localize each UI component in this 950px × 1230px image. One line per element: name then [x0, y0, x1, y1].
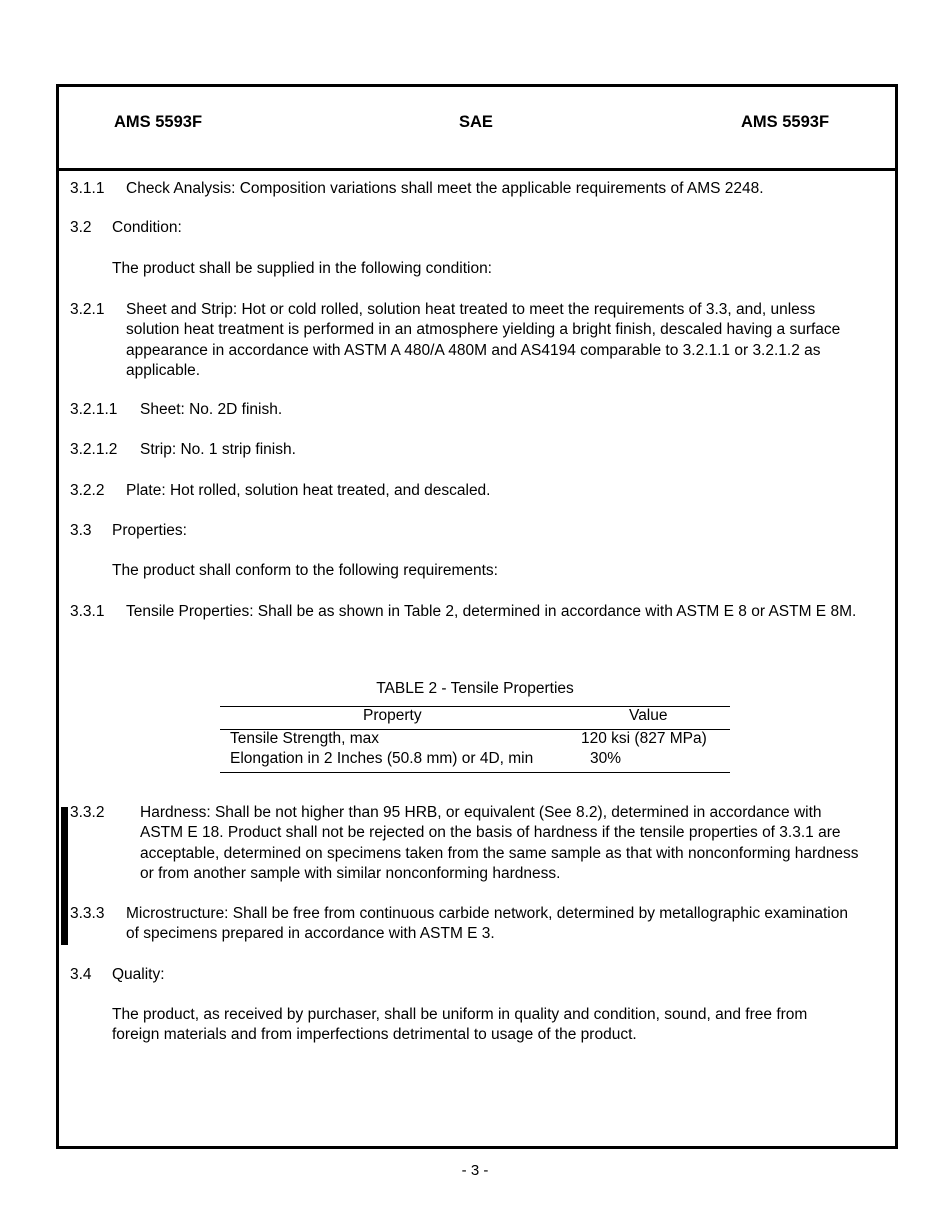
- table-caption: TABLE 2 - Tensile Properties: [376, 680, 574, 697]
- section-text: Sheet: No. 2D finish.: [140, 401, 283, 418]
- section-number: 3.2.1.1: [70, 401, 118, 418]
- section-number: 3.3.3: [70, 905, 105, 922]
- header-org: SAE: [459, 113, 493, 131]
- section-number: 3.2.1: [70, 301, 105, 318]
- table-cell-property: Tensile Strength, max: [230, 730, 380, 747]
- page-number: - 3 -: [461, 1162, 489, 1179]
- section-number: 3.2: [70, 219, 92, 236]
- document-header: [59, 87, 895, 171]
- revision-change-bar: [61, 807, 68, 945]
- table-cell-value: 120 ksi (827 MPa): [581, 730, 707, 747]
- section-number: 3.2.2: [70, 482, 105, 499]
- header-doc-id-right: AMS 5593F: [741, 113, 830, 131]
- table-header-value: Value: [629, 707, 668, 724]
- table-bottom-rule: [220, 772, 730, 773]
- section-title: Quality:: [112, 966, 165, 983]
- section-number: 3.3: [70, 522, 92, 539]
- section-body: The product, as received by purchaser, shall be uniform in quality and condition, sound, and free from foreign materials and from imperfections detrimental to usage of the product.: [112, 1006, 808, 1044]
- section-text: Sheet and Strip: Hot or cold rolled, solution heat treated to meet the requirements of 3.3, and, unless solution heat treatment is performed in an atmosphere yielding a bright finish, descaled having a surface appearance in accordance with ASTM A 480/A 480M and AS4194 comparable to 3.2.1.1 or 3.2.1.2 as applicable.: [126, 301, 841, 379]
- table-header-property: Property: [363, 707, 422, 724]
- section-number: 3.3.1: [70, 603, 105, 620]
- header-doc-id-left: AMS 5593F: [114, 113, 203, 131]
- section-number: 3.1.1: [70, 180, 105, 197]
- section-text: Microstructure: Shall be free from continuous carbide network, determined by metallographic examination of specimens prepared in accordance with ASTM E 3.: [126, 905, 848, 943]
- table-cell-property: Elongation in 2 Inches (50.8 mm) or 4D, min: [230, 750, 534, 767]
- section-text: Check Analysis: Composition variations shall meet the applicable requirements of AMS 2248.: [126, 180, 764, 197]
- table-cell-value: 30%: [590, 750, 622, 767]
- section-text: Tensile Properties: Shall be as shown in Table 2, determined in accordance with ASTM E 8 or ASTM E 8M.: [126, 603, 857, 620]
- section-number: 3.2.1.2: [70, 441, 118, 458]
- section-body: The product shall be supplied in the following condition:: [112, 260, 492, 277]
- section-text: Hardness: Shall be not higher than 95 HRB, or equivalent (See 8.2), determined in accordance with ASTM E 18. Product shall not be rejected on the basis of hardness if the tensile properties of 3.3.1 are acceptable, determined on specimens taken from the same sample as that with nonconforming hardness or from another sample with similar nonconforming hardness.: [140, 804, 859, 882]
- section-number: 3.4: [70, 966, 92, 983]
- section-body: The product shall conform to the following requirements:: [112, 562, 498, 579]
- section-text: Strip: No. 1 strip finish.: [140, 441, 296, 458]
- section-number: 3.3.2: [70, 804, 105, 821]
- section-title: Condition:: [112, 219, 182, 236]
- section-text: Plate: Hot rolled, solution heat treated, and descaled.: [126, 482, 491, 499]
- section-title: Properties:: [112, 522, 187, 539]
